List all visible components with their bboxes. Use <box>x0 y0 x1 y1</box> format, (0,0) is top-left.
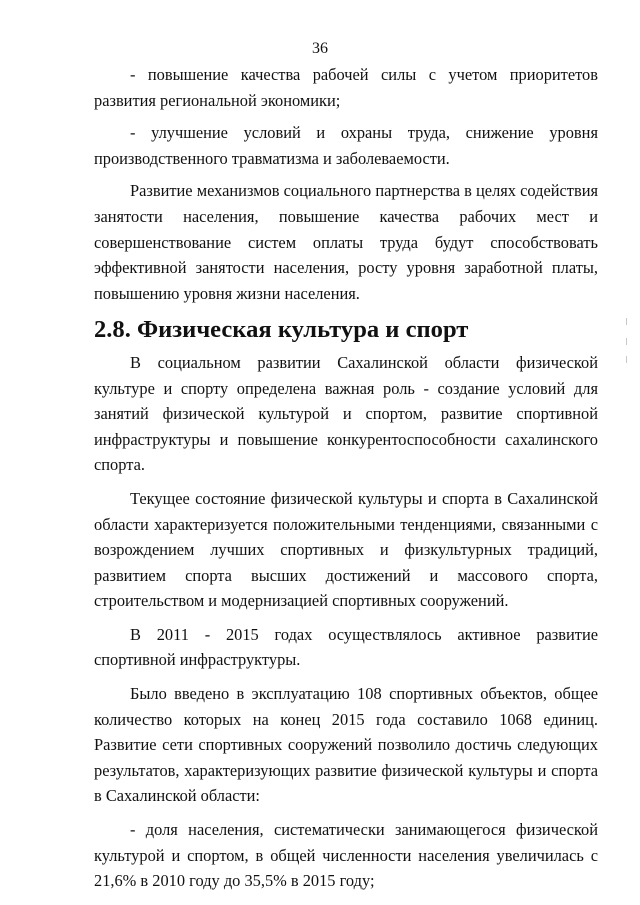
scan-mark <box>626 338 627 345</box>
paragraph-infrastructure-development: В 2011 - 2015 годах осуществлялось активное развитие спортивной инфраструктуры. <box>94 624 598 670</box>
bullet-workforce-quality: - повышение качества рабочей силы с учетом приоритетов развития региональной экономики; <box>94 65 598 110</box>
bullet-labor-conditions: - улучшение условий и охраны труда, снижение уровня производственного травматизма и заболеваемости. <box>94 123 598 168</box>
document-body <box>94 62 598 894</box>
paragraph-social-partnership: Развитие механизмов социального партнерства в целях содействия занятости населения, повышение качества рабочих мест и совершенствование систем оплаты труда будут способствовать эффективной занятости населения, росту уровня заработной платы, повышению уровня жизни населения. <box>94 181 598 303</box>
paragraph-social-development: В социальном развитии Сахалинской области физической культуре и спорту определена важная роль - создание условий для занятий физической культурой и спортом, развитие спортивной инфраструктуры и повышение конкурентоспособности сахалинского спорта. <box>94 352 598 475</box>
paragraph-current-state: Текущее состояние физической культуры и спорта в Сахалинской области характеризуется положительными тенденциями, связанными с возрождением лучших спортивных и физкультурных традиций, развитием спорта высших достижений и массового спорта, строительством и модернизацией спортивных сооружений. <box>94 488 598 611</box>
paragraph-facilities-commissioned: Было введено в эксплуатацию 108 спортивных объектов, общее количество которых на конец 2015 года составило 1068 единиц. Развитие сети спортивных сооружений позволило достичь следующих результатов, характеризующих развитие физической культуры и спорта в Сахалинской области: <box>94 684 598 806</box>
bullet-population-share: - доля населения, систематически занимающегося физической культурой и спортом, в общей численности населения увеличилась с 21,6% в 2010 году до 35,5% в 2015 году; <box>94 820 598 891</box>
page-number: 36 <box>312 40 328 57</box>
scan-mark <box>626 318 627 325</box>
scan-mark <box>626 356 627 363</box>
section-heading: 2.8. Физическая культура и спорт <box>94 316 469 344</box>
